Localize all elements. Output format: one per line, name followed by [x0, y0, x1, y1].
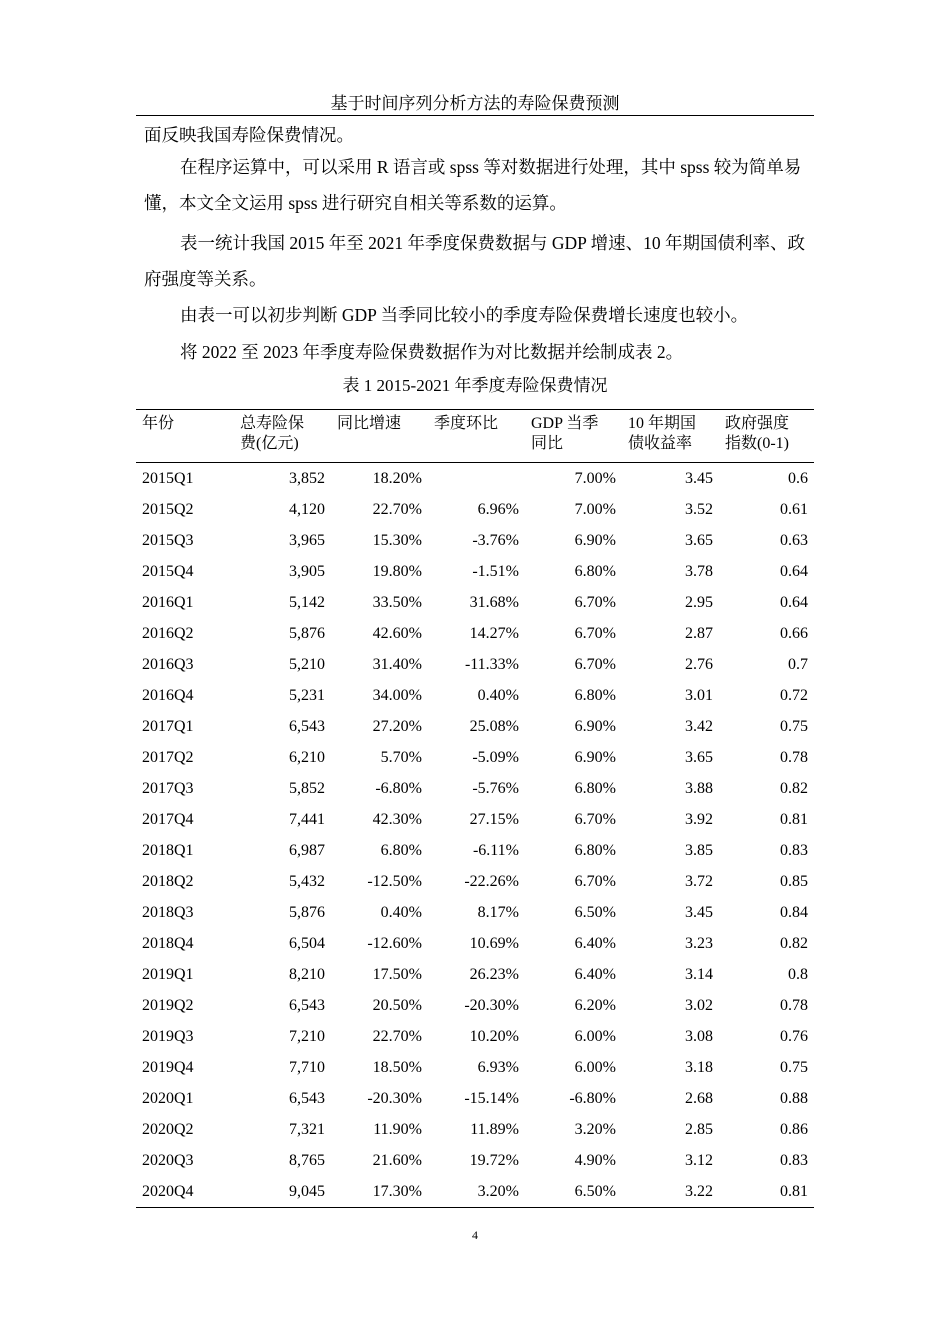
cell-gdp-yoy: 6.70%	[574, 655, 616, 673]
cell-gdp-yoy: 6.00%	[574, 1027, 616, 1045]
table-body	[136, 463, 814, 1208]
table-row	[136, 1083, 814, 1114]
header-government-index: 政府强度 指数(0-1)	[719, 410, 814, 463]
cell-bond-yield: 3.23	[685, 934, 713, 952]
cell-year: 2018Q3	[142, 903, 194, 921]
page-number: 4	[472, 1228, 478, 1242]
table-row	[136, 804, 814, 835]
cell-gdp-yoy: 6.70%	[574, 872, 616, 890]
cell-government-index: 0.75	[780, 717, 808, 735]
cell-government-index: 0.72	[780, 686, 808, 704]
cell-government-index: 0.6	[788, 469, 808, 487]
cell-yoy-growth: 17.30%	[331, 1176, 428, 1208]
cell-qoq-change: -22.26%	[464, 872, 519, 890]
cell-total-premium: 5,210	[289, 655, 325, 673]
cell-government-index: 0.64	[780, 593, 808, 611]
cell-bond-yield: 3.12	[685, 1151, 713, 1169]
cell-year: 2015Q3	[142, 531, 194, 549]
cell-yoy-growth: 20.50%	[372, 996, 422, 1014]
cell-yoy-growth: 11.90%	[373, 1120, 422, 1138]
table-row	[136, 680, 814, 711]
cell-qoq-change: 11.89%	[470, 1120, 519, 1138]
cell-total-premium: 5,876	[289, 903, 325, 921]
cell-yoy-growth: 27.20%	[372, 717, 422, 735]
table-row	[136, 494, 814, 525]
cell-year: 2020Q4	[136, 1176, 234, 1208]
cell-yoy-growth: 21.60%	[372, 1151, 422, 1169]
cell-total-premium: 5,852	[289, 779, 325, 797]
cell-bond-yield: 2.87	[685, 624, 713, 642]
cell-total-premium: 6,543	[289, 1089, 325, 1107]
cell-bond-yield: 3.85	[685, 841, 713, 859]
cell-government-index: 0.61	[780, 500, 808, 518]
cell-bond-yield: 3.18	[685, 1058, 713, 1076]
cell-yoy-growth: 34.00%	[372, 686, 422, 704]
table-row	[136, 928, 814, 959]
cell-government-index: 0.7	[788, 655, 808, 673]
cell-bond-yield: 3.42	[685, 717, 713, 735]
cell-government-index: 0.78	[780, 996, 808, 1014]
cell-year: 2015Q1	[142, 469, 194, 487]
cell-government-index: 0.82	[780, 779, 808, 797]
cell-gdp-yoy: 3.20%	[574, 1120, 616, 1138]
cell-gdp-yoy: -6.80%	[569, 1089, 616, 1107]
cell-bond-yield: 3.78	[685, 562, 713, 580]
cell-qoq-change: 8.17%	[477, 903, 519, 921]
cell-gdp-yoy: 6.40%	[574, 965, 616, 983]
table-row	[136, 556, 814, 587]
cell-total-premium: 5,876	[289, 624, 325, 642]
cell-gdp-yoy: 6.70%	[574, 593, 616, 611]
cell-year: 2020Q1	[142, 1089, 194, 1107]
paragraph-continuation: 面反映我国寿险保费情况。	[144, 125, 354, 145]
cell-government-index: 0.85	[780, 872, 808, 890]
table-row	[136, 587, 814, 618]
table-row	[136, 773, 814, 804]
table-row	[136, 711, 814, 742]
cell-total-premium: 3,905	[289, 562, 325, 580]
cell-total-premium: 6,987	[289, 841, 325, 859]
cell-government-index: 0.82	[780, 934, 808, 952]
table-caption: 表 1 2015-2021 年季度寿险保费情况	[342, 376, 608, 395]
cell-gdp-yoy: 6.80%	[574, 686, 616, 704]
cell-government-index: 0.76	[780, 1027, 808, 1045]
cell-yoy-growth: 33.50%	[372, 593, 422, 611]
cell-year: 2017Q1	[142, 717, 194, 735]
cell-gdp-yoy: 6.40%	[574, 934, 616, 952]
premium-data-table	[136, 409, 814, 1208]
cell-year: 2017Q2	[142, 748, 194, 766]
table-row	[136, 1052, 814, 1083]
cell-bond-yield: 2.68	[685, 1089, 713, 1107]
cell-gdp-yoy: 6.50%	[574, 903, 616, 921]
cell-qoq-change: 0.40%	[477, 686, 519, 704]
cell-yoy-growth: 5.70%	[380, 748, 422, 766]
cell-total-premium: 6,504	[289, 934, 325, 952]
cell-total-premium: 6,543	[289, 717, 325, 735]
cell-government-index: 0.84	[780, 903, 808, 921]
cell-yoy-growth: 31.40%	[372, 655, 422, 673]
table-row	[136, 463, 814, 495]
cell-total-premium: 3,852	[289, 469, 325, 487]
cell-government-index: 0.81	[719, 1176, 814, 1208]
running-header-title: 基于时间序列分析方法的寿险保费预测	[330, 94, 620, 113]
cell-bond-yield: 3.88	[685, 779, 713, 797]
cell-year: 2016Q1	[142, 593, 194, 611]
cell-bond-yield: 3.08	[685, 1027, 713, 1045]
cell-year: 2018Q2	[142, 872, 194, 890]
cell-bond-yield: 3.01	[685, 686, 713, 704]
cell-year: 2019Q4	[142, 1058, 194, 1076]
table-row	[136, 990, 814, 1021]
cell-qoq-change: 14.27%	[469, 624, 519, 642]
cell-bond-yield: 2.76	[685, 655, 713, 673]
cell-qoq-change	[428, 463, 525, 495]
paragraph-comparison: 将 2022 至 2023 年季度寿险保费数据作为对比数据并绘制成表 2。	[180, 342, 684, 362]
cell-gdp-yoy: 6.20%	[574, 996, 616, 1014]
paragraph-table-intro: 表一统计我国 2015 年至 2021 年季度保费数据与 GDP 增速、10 年期国债利率、政府强度等关系。	[144, 233, 805, 289]
cell-gdp-yoy: 6.70%	[574, 624, 616, 642]
cell-year: 2018Q1	[142, 841, 194, 859]
cell-government-index: 0.64	[780, 562, 808, 580]
cell-total-premium: 8,765	[289, 1151, 325, 1169]
cell-gdp-yoy: 4.90%	[574, 1151, 616, 1169]
table-row	[136, 618, 814, 649]
paragraph-gdp-judgement: 由表一可以初步判断 GDP 当季同比较小的季度寿险保费增长速度也较小。	[180, 305, 749, 325]
cell-total-premium: 4,120	[289, 500, 325, 518]
table-row	[136, 1021, 814, 1052]
cell-bond-yield: 3.45	[685, 903, 713, 921]
cell-gdp-yoy: 7.00%	[574, 469, 616, 487]
cell-year: 2015Q2	[142, 500, 194, 518]
table-header-row	[136, 410, 814, 463]
cell-bond-yield: 3.65	[685, 531, 713, 549]
cell-year: 2019Q2	[142, 996, 194, 1014]
cell-qoq-change: -11.33%	[464, 655, 519, 673]
cell-total-premium: 7,321	[289, 1120, 325, 1138]
cell-government-index: 0.63	[780, 531, 808, 549]
cell-qoq-change: 10.20%	[469, 1027, 519, 1045]
cell-year: 2016Q2	[142, 624, 194, 642]
table-row	[136, 835, 814, 866]
cell-gdp-yoy: 6.70%	[574, 810, 616, 828]
header-rule	[136, 115, 814, 116]
table-row	[136, 742, 814, 773]
cell-gdp-yoy: 6.00%	[574, 1058, 616, 1076]
cell-qoq-change: 27.15%	[469, 810, 519, 828]
cell-bond-yield: 3.22	[622, 1176, 719, 1208]
cell-total-premium: 9,045	[234, 1176, 331, 1208]
cell-bond-yield: 3.92	[685, 810, 713, 828]
header-gdp-yoy: GDP 当季 同比	[525, 410, 622, 463]
header-yoy-growth: 同比增速	[331, 410, 428, 463]
cell-qoq-change: -5.76%	[472, 779, 519, 797]
cell-government-index: 0.66	[780, 624, 808, 642]
cell-bond-yield: 3.72	[685, 872, 713, 890]
cell-bond-yield: 3.02	[685, 996, 713, 1014]
table-row	[136, 525, 814, 556]
cell-total-premium: 5,432	[289, 872, 325, 890]
table-row	[136, 897, 814, 928]
cell-bond-yield: 3.65	[685, 748, 713, 766]
table-row	[136, 1145, 814, 1176]
header-total-premium: 总寿险保 费(亿元)	[234, 410, 331, 463]
cell-yoy-growth: 18.20%	[372, 469, 422, 487]
cell-year: 2018Q4	[142, 934, 194, 952]
cell-qoq-change: -1.51%	[472, 562, 519, 580]
cell-yoy-growth: -6.80%	[375, 779, 422, 797]
cell-year: 2015Q4	[142, 562, 194, 580]
cell-yoy-growth: -20.30%	[367, 1089, 422, 1107]
cell-qoq-change: 26.23%	[469, 965, 519, 983]
cell-year: 2020Q3	[142, 1151, 194, 1169]
cell-qoq-change: 6.93%	[477, 1058, 519, 1076]
cell-gdp-yoy: 6.90%	[574, 748, 616, 766]
cell-yoy-growth: 42.60%	[372, 624, 422, 642]
cell-yoy-growth: 6.80%	[380, 841, 422, 859]
cell-qoq-change: -3.76%	[472, 531, 519, 549]
cell-bond-yield: 2.85	[685, 1120, 713, 1138]
cell-total-premium: 3,965	[289, 531, 325, 549]
cell-bond-yield: 2.95	[685, 593, 713, 611]
cell-qoq-change: 6.96%	[477, 500, 519, 518]
cell-year: 2016Q4	[142, 686, 194, 704]
cell-total-premium: 7,210	[289, 1027, 325, 1045]
cell-government-index: 0.83	[780, 841, 808, 859]
cell-bond-yield: 3.14	[685, 965, 713, 983]
cell-qoq-change: 31.68%	[469, 593, 519, 611]
table-row	[136, 1176, 814, 1208]
cell-yoy-growth: 19.80%	[372, 562, 422, 580]
cell-qoq-change: 19.72%	[469, 1151, 519, 1169]
cell-total-premium: 5,142	[289, 593, 325, 611]
cell-qoq-change: -6.11%	[472, 841, 519, 859]
cell-total-premium: 8,210	[289, 965, 325, 983]
cell-year: 2019Q3	[142, 1027, 194, 1045]
cell-yoy-growth: 22.70%	[372, 500, 422, 518]
header-bond-yield: 10 年期国 债收益率	[622, 410, 719, 463]
cell-bond-yield: 3.45	[685, 469, 713, 487]
cell-bond-yield: 3.52	[685, 500, 713, 518]
table-row	[136, 1114, 814, 1145]
cell-yoy-growth: 18.50%	[372, 1058, 422, 1076]
cell-qoq-change: -15.14%	[464, 1089, 519, 1107]
header-qoq-change: 季度环比	[428, 410, 525, 463]
cell-yoy-growth: -12.50%	[367, 872, 422, 890]
cell-yoy-growth: -12.60%	[367, 934, 422, 952]
cell-total-premium: 7,710	[289, 1058, 325, 1076]
cell-government-index: 0.78	[780, 748, 808, 766]
cell-total-premium: 6,210	[289, 748, 325, 766]
cell-yoy-growth: 22.70%	[372, 1027, 422, 1045]
cell-government-index: 0.75	[780, 1058, 808, 1076]
cell-qoq-change: -5.09%	[472, 748, 519, 766]
cell-qoq-change: 3.20%	[428, 1176, 525, 1208]
cell-gdp-yoy: 6.80%	[574, 841, 616, 859]
header-year: 年份	[136, 410, 234, 463]
cell-government-index: 0.83	[780, 1151, 808, 1169]
cell-gdp-yoy: 6.90%	[574, 531, 616, 549]
cell-qoq-change: 25.08%	[469, 717, 519, 735]
cell-year: 2017Q4	[142, 810, 194, 828]
table-row	[136, 649, 814, 680]
cell-yoy-growth: 0.40%	[380, 903, 422, 921]
cell-government-index: 0.8	[788, 965, 808, 983]
cell-gdp-yoy: 7.00%	[574, 500, 616, 518]
cell-year: 2020Q2	[142, 1120, 194, 1138]
cell-gdp-yoy: 6.80%	[574, 779, 616, 797]
cell-year: 2019Q1	[142, 965, 194, 983]
cell-total-premium: 6,543	[289, 996, 325, 1014]
table-row	[136, 866, 814, 897]
cell-qoq-change: 10.69%	[469, 934, 519, 952]
paragraph-software: 在程序运算中，可以采用 R 语言或 spss 等对数据进行处理，其中 spss 较为简单易懂，本文全文运用 spss 进行研究自相关等系数的运算。	[144, 157, 802, 213]
cell-gdp-yoy: 6.80%	[574, 562, 616, 580]
cell-yoy-growth: 17.50%	[372, 965, 422, 983]
cell-government-index: 0.86	[780, 1120, 808, 1138]
cell-government-index: 0.88	[780, 1089, 808, 1107]
cell-gdp-yoy: 6.90%	[574, 717, 616, 735]
cell-yoy-growth: 42.30%	[372, 810, 422, 828]
cell-gdp-yoy: 6.50%	[525, 1176, 622, 1208]
cell-year: 2017Q3	[142, 779, 194, 797]
cell-yoy-growth: 15.30%	[372, 531, 422, 549]
cell-qoq-change: -20.30%	[464, 996, 519, 1014]
cell-total-premium: 7,441	[289, 810, 325, 828]
cell-government-index: 0.81	[780, 810, 808, 828]
table-row	[136, 959, 814, 990]
cell-total-premium: 5,231	[289, 686, 325, 704]
cell-year: 2016Q3	[142, 655, 194, 673]
